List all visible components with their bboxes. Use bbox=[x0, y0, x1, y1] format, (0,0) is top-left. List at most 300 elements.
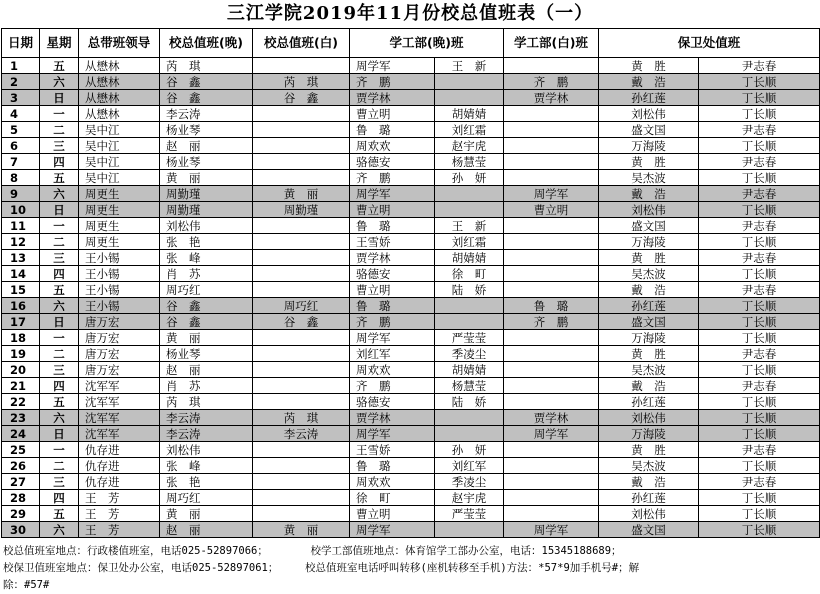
cell-student-night-1: 周欢欢 bbox=[350, 138, 435, 154]
table-row bbox=[2, 170, 820, 186]
cell-security-1: 黄 胜 bbox=[599, 346, 699, 362]
cell-night-duty: 周勤瑾 bbox=[160, 186, 253, 202]
cell-weekday: 六 bbox=[40, 410, 79, 426]
cell-date: 30 bbox=[2, 522, 40, 538]
cell-weekday: 六 bbox=[40, 298, 79, 314]
cell-weekday: 五 bbox=[40, 282, 79, 298]
cell-date: 15 bbox=[2, 282, 40, 298]
cell-security-2: 丁长顺 bbox=[699, 506, 820, 522]
cell-student-night-2 bbox=[435, 298, 504, 314]
cell-date: 26 bbox=[2, 458, 40, 474]
cell-night-duty: 谷 鑫 bbox=[160, 298, 253, 314]
cell-date: 29 bbox=[2, 506, 40, 522]
cell-student-night-2: 刘红霜 bbox=[435, 234, 504, 250]
cell-weekday: 五 bbox=[40, 394, 79, 410]
table-row bbox=[2, 490, 820, 506]
cell-weekday: 三 bbox=[40, 362, 79, 378]
header-night-duty: 校总值班(晚) bbox=[160, 29, 253, 58]
cell-student-day: 周学军 bbox=[504, 186, 599, 202]
cell-student-night-2: 胡婧婧 bbox=[435, 362, 504, 378]
cell-security-2: 尹志春 bbox=[699, 250, 820, 266]
cell-day-duty bbox=[253, 154, 350, 170]
cell-lead: 从懋林 bbox=[79, 58, 160, 74]
table-row bbox=[2, 218, 820, 234]
cell-day-duty bbox=[253, 346, 350, 362]
cell-student-night-1: 刘红军 bbox=[350, 346, 435, 362]
duty-roster-table bbox=[1, 28, 820, 538]
cell-security-2: 尹志春 bbox=[699, 474, 820, 490]
table-row bbox=[2, 154, 820, 170]
cell-student-night-2 bbox=[435, 410, 504, 426]
cell-student-day bbox=[504, 266, 599, 282]
cell-security-2: 丁长顺 bbox=[699, 74, 820, 90]
cell-security-2: 尹志春 bbox=[699, 154, 820, 170]
cell-security-1: 戴 浩 bbox=[599, 74, 699, 90]
cell-lead: 唐万宏 bbox=[79, 362, 160, 378]
cell-student-night-1: 王雪娇 bbox=[350, 442, 435, 458]
cell-lead: 吴中江 bbox=[79, 138, 160, 154]
cell-student-night-1: 曹立明 bbox=[350, 506, 435, 522]
cell-security-2: 丁长顺 bbox=[699, 202, 820, 218]
cell-student-night-1: 齐 鹏 bbox=[350, 74, 435, 90]
header-day-duty: 校总值班(白) bbox=[253, 29, 350, 58]
cell-lead: 王 芳 bbox=[79, 490, 160, 506]
cell-date: 13 bbox=[2, 250, 40, 266]
table-row bbox=[2, 266, 820, 282]
cell-security-1: 黄 胜 bbox=[599, 154, 699, 170]
cell-student-day bbox=[504, 394, 599, 410]
cell-student-day bbox=[504, 138, 599, 154]
header-lead: 总带班领导 bbox=[79, 29, 160, 58]
cell-student-night-1: 齐 鹏 bbox=[350, 378, 435, 394]
cell-lead: 王 芳 bbox=[79, 522, 160, 538]
header-student-night: 学工部(晚)班 bbox=[350, 29, 504, 58]
cell-security-2: 丁长顺 bbox=[699, 314, 820, 330]
cell-student-night-2 bbox=[435, 314, 504, 330]
cell-student-night-1: 贾学林 bbox=[350, 410, 435, 426]
cell-day-duty bbox=[253, 394, 350, 410]
cell-weekday: 六 bbox=[40, 522, 79, 538]
table-row bbox=[2, 314, 820, 330]
cell-security-1: 万海陵 bbox=[599, 330, 699, 346]
cell-day-duty bbox=[253, 442, 350, 458]
cell-date: 11 bbox=[2, 218, 40, 234]
cell-lead: 周更生 bbox=[79, 186, 160, 202]
cell-night-duty: 赵 丽 bbox=[160, 362, 253, 378]
cell-security-1: 盛文国 bbox=[599, 122, 699, 138]
cell-student-night-1: 鲁 璐 bbox=[350, 122, 435, 138]
header-row bbox=[2, 29, 820, 58]
cell-security-2: 丁长顺 bbox=[699, 490, 820, 506]
cell-student-night-1: 鲁 璐 bbox=[350, 298, 435, 314]
footer-call-forward-cancel: 除：#57# bbox=[3, 579, 50, 591]
cell-security-1: 孙红莲 bbox=[599, 394, 699, 410]
cell-day-duty: 芮 琪 bbox=[253, 74, 350, 90]
cell-student-day bbox=[504, 58, 599, 74]
cell-weekday: 二 bbox=[40, 122, 79, 138]
cell-security-2: 丁长顺 bbox=[699, 90, 820, 106]
cell-security-2: 丁长顺 bbox=[699, 138, 820, 154]
table-row bbox=[2, 90, 820, 106]
cell-security-2: 尹志春 bbox=[699, 282, 820, 298]
cell-student-day bbox=[504, 378, 599, 394]
cell-student-day: 周学军 bbox=[504, 522, 599, 538]
table-row bbox=[2, 122, 820, 138]
cell-date: 22 bbox=[2, 394, 40, 410]
cell-security-2: 丁长顺 bbox=[699, 522, 820, 538]
cell-student-day bbox=[504, 154, 599, 170]
cell-lead: 周更生 bbox=[79, 202, 160, 218]
cell-student-night-2: 严莹莹 bbox=[435, 506, 504, 522]
cell-date: 16 bbox=[2, 298, 40, 314]
cell-day-duty bbox=[253, 218, 350, 234]
table-row bbox=[2, 378, 820, 394]
cell-student-day bbox=[504, 218, 599, 234]
cell-weekday: 一 bbox=[40, 218, 79, 234]
cell-security-1: 万海陵 bbox=[599, 234, 699, 250]
cell-student-day bbox=[504, 442, 599, 458]
cell-night-duty: 周勤瑾 bbox=[160, 202, 253, 218]
cell-date: 24 bbox=[2, 426, 40, 442]
cell-day-duty bbox=[253, 378, 350, 394]
cell-security-1: 盛文国 bbox=[599, 218, 699, 234]
cell-lead: 沈军军 bbox=[79, 394, 160, 410]
cell-lead: 周更生 bbox=[79, 234, 160, 250]
cell-date: 6 bbox=[2, 138, 40, 154]
cell-student-day bbox=[504, 282, 599, 298]
cell-night-duty: 赵 丽 bbox=[160, 522, 253, 538]
cell-lead: 王小锡 bbox=[79, 282, 160, 298]
cell-day-duty: 谷 鑫 bbox=[253, 90, 350, 106]
header-date: 日期 bbox=[2, 29, 40, 58]
cell-night-duty: 刘松伟 bbox=[160, 218, 253, 234]
page-title: 三江学院2019年11月份校总值班表（一） bbox=[226, 3, 594, 24]
table-row bbox=[2, 138, 820, 154]
cell-weekday: 日 bbox=[40, 202, 79, 218]
cell-student-day bbox=[504, 362, 599, 378]
cell-weekday: 四 bbox=[40, 154, 79, 170]
cell-student-night-2: 杨慧莹 bbox=[435, 154, 504, 170]
cell-student-night-1: 贾学林 bbox=[350, 90, 435, 106]
cell-lead: 周更生 bbox=[79, 218, 160, 234]
cell-weekday: 日 bbox=[40, 314, 79, 330]
cell-night-duty: 谷 鑫 bbox=[160, 74, 253, 90]
cell-date: 3 bbox=[2, 90, 40, 106]
cell-student-day: 贾学林 bbox=[504, 410, 599, 426]
cell-night-duty: 杨业琴 bbox=[160, 346, 253, 362]
header-security: 保卫处值班 bbox=[599, 29, 820, 58]
cell-security-1: 孙红莲 bbox=[599, 298, 699, 314]
table-row bbox=[2, 474, 820, 490]
cell-date: 9 bbox=[2, 186, 40, 202]
cell-weekday: 一 bbox=[40, 106, 79, 122]
cell-student-night-2: 严莹莹 bbox=[435, 330, 504, 346]
cell-night-duty: 周巧红 bbox=[160, 490, 253, 506]
cell-date: 25 bbox=[2, 442, 40, 458]
cell-security-2: 尹志春 bbox=[699, 122, 820, 138]
cell-lead: 王小锡 bbox=[79, 250, 160, 266]
cell-date: 28 bbox=[2, 490, 40, 506]
cell-student-day bbox=[504, 122, 599, 138]
cell-security-1: 黄 胜 bbox=[599, 58, 699, 74]
cell-date: 20 bbox=[2, 362, 40, 378]
cell-student-night-1: 周学军 bbox=[350, 426, 435, 442]
cell-day-duty bbox=[253, 490, 350, 506]
cell-date: 7 bbox=[2, 154, 40, 170]
cell-weekday: 六 bbox=[40, 74, 79, 90]
table-row bbox=[2, 186, 820, 202]
cell-security-1: 刘松伟 bbox=[599, 506, 699, 522]
table-row bbox=[2, 330, 820, 346]
cell-security-1: 吴杰波 bbox=[599, 458, 699, 474]
cell-student-night-2 bbox=[435, 74, 504, 90]
cell-day-duty bbox=[253, 282, 350, 298]
cell-student-night-1: 曹立明 bbox=[350, 106, 435, 122]
cell-day-duty bbox=[253, 138, 350, 154]
cell-lead: 沈军军 bbox=[79, 378, 160, 394]
cell-student-night-1: 骆德安 bbox=[350, 154, 435, 170]
table-row bbox=[2, 298, 820, 314]
cell-student-night-2: 胡婧婧 bbox=[435, 106, 504, 122]
cell-day-duty bbox=[253, 474, 350, 490]
cell-night-duty: 芮 琪 bbox=[160, 394, 253, 410]
cell-security-2: 丁长顺 bbox=[699, 170, 820, 186]
cell-lead: 唐万宏 bbox=[79, 346, 160, 362]
cell-student-day bbox=[504, 474, 599, 490]
cell-student-night-1: 王雪娇 bbox=[350, 234, 435, 250]
cell-lead: 从懋林 bbox=[79, 74, 160, 90]
cell-date: 23 bbox=[2, 410, 40, 426]
cell-date: 8 bbox=[2, 170, 40, 186]
cell-lead: 从懋林 bbox=[79, 90, 160, 106]
cell-student-night-2: 刘红军 bbox=[435, 458, 504, 474]
cell-student-night-1: 鲁 璐 bbox=[350, 218, 435, 234]
cell-student-night-2: 季凌尘 bbox=[435, 346, 504, 362]
cell-lead: 唐万宏 bbox=[79, 330, 160, 346]
table-row bbox=[2, 522, 820, 538]
cell-day-duty: 谷 鑫 bbox=[253, 314, 350, 330]
cell-student-night-1: 鲁 璐 bbox=[350, 458, 435, 474]
cell-night-duty: 谷 鑫 bbox=[160, 90, 253, 106]
cell-security-1: 戴 浩 bbox=[599, 282, 699, 298]
cell-weekday: 四 bbox=[40, 378, 79, 394]
cell-date: 18 bbox=[2, 330, 40, 346]
cell-day-duty bbox=[253, 122, 350, 138]
cell-student-day: 鲁 璐 bbox=[504, 298, 599, 314]
cell-day-duty bbox=[253, 58, 350, 74]
cell-student-night-2: 孙 妍 bbox=[435, 170, 504, 186]
cell-security-1: 戴 浩 bbox=[599, 378, 699, 394]
cell-weekday: 二 bbox=[40, 234, 79, 250]
cell-student-day: 曹立明 bbox=[504, 202, 599, 218]
cell-weekday: 一 bbox=[40, 330, 79, 346]
cell-student-day bbox=[504, 330, 599, 346]
cell-day-duty bbox=[253, 234, 350, 250]
cell-student-night-1: 周欢欢 bbox=[350, 474, 435, 490]
cell-student-night-1: 周学军 bbox=[350, 186, 435, 202]
cell-security-2: 丁长顺 bbox=[699, 394, 820, 410]
cell-weekday: 五 bbox=[40, 506, 79, 522]
cell-night-duty: 黄 丽 bbox=[160, 506, 253, 522]
cell-date: 4 bbox=[2, 106, 40, 122]
cell-day-duty bbox=[253, 266, 350, 282]
cell-student-night-1: 贾学林 bbox=[350, 250, 435, 266]
cell-lead: 王 芳 bbox=[79, 506, 160, 522]
cell-day-duty: 周勤瑾 bbox=[253, 202, 350, 218]
cell-student-night-2: 杨慧莹 bbox=[435, 378, 504, 394]
cell-day-duty bbox=[253, 458, 350, 474]
cell-day-duty bbox=[253, 170, 350, 186]
cell-security-1: 黄 胜 bbox=[599, 250, 699, 266]
cell-security-1: 吴杰波 bbox=[599, 362, 699, 378]
cell-student-night-1: 周欢欢 bbox=[350, 362, 435, 378]
cell-security-1: 吴杰波 bbox=[599, 266, 699, 282]
cell-security-2: 丁长顺 bbox=[699, 330, 820, 346]
cell-student-day bbox=[504, 106, 599, 122]
cell-night-duty: 刘松伟 bbox=[160, 442, 253, 458]
cell-lead: 吴中江 bbox=[79, 122, 160, 138]
cell-security-1: 孙红莲 bbox=[599, 90, 699, 106]
cell-student-night-1: 曹立明 bbox=[350, 282, 435, 298]
cell-student-night-2: 胡婧婧 bbox=[435, 250, 504, 266]
table-row bbox=[2, 106, 820, 122]
cell-security-1: 黄 胜 bbox=[599, 442, 699, 458]
cell-student-day bbox=[504, 234, 599, 250]
cell-weekday: 一 bbox=[40, 442, 79, 458]
cell-student-day bbox=[504, 250, 599, 266]
cell-lead: 吴中江 bbox=[79, 170, 160, 186]
cell-security-2: 丁长顺 bbox=[699, 362, 820, 378]
cell-night-duty: 芮 琪 bbox=[160, 58, 253, 74]
cell-student-night-1: 周学军 bbox=[350, 522, 435, 538]
cell-day-duty: 黄 丽 bbox=[253, 186, 350, 202]
cell-student-day bbox=[504, 170, 599, 186]
cell-weekday: 二 bbox=[40, 346, 79, 362]
cell-night-duty: 谷 鑫 bbox=[160, 314, 253, 330]
table-row bbox=[2, 458, 820, 474]
cell-weekday: 五 bbox=[40, 170, 79, 186]
table-row bbox=[2, 202, 820, 218]
cell-security-1: 刘松伟 bbox=[599, 106, 699, 122]
cell-day-duty bbox=[253, 362, 350, 378]
cell-night-duty: 肖 苏 bbox=[160, 266, 253, 282]
cell-security-1: 孙红莲 bbox=[599, 490, 699, 506]
cell-day-duty: 黄 丽 bbox=[253, 522, 350, 538]
cell-date: 19 bbox=[2, 346, 40, 362]
cell-student-night-2: 徐 町 bbox=[435, 266, 504, 282]
cell-date: 17 bbox=[2, 314, 40, 330]
cell-lead: 唐万宏 bbox=[79, 314, 160, 330]
cell-security-2: 尹志春 bbox=[699, 346, 820, 362]
footer-security-location: 校保卫值班室地点：保卫处办公室，电话025-52897061； bbox=[3, 562, 279, 574]
cell-night-duty: 赵 丽 bbox=[160, 138, 253, 154]
cell-night-duty: 李云涛 bbox=[160, 410, 253, 426]
cell-student-night-2 bbox=[435, 426, 504, 442]
table-row bbox=[2, 394, 820, 410]
cell-date: 21 bbox=[2, 378, 40, 394]
cell-security-1: 刘松伟 bbox=[599, 202, 699, 218]
cell-weekday: 二 bbox=[40, 458, 79, 474]
cell-day-duty: 李云涛 bbox=[253, 426, 350, 442]
cell-student-day bbox=[504, 490, 599, 506]
cell-lead: 吴中江 bbox=[79, 154, 160, 170]
cell-student-day bbox=[504, 346, 599, 362]
cell-security-1: 盛文国 bbox=[599, 522, 699, 538]
header-student-day: 学工部(白)班 bbox=[504, 29, 599, 58]
cell-student-night-2 bbox=[435, 522, 504, 538]
table-row bbox=[2, 410, 820, 426]
cell-day-duty bbox=[253, 330, 350, 346]
cell-student-night-2 bbox=[435, 186, 504, 202]
table-row bbox=[2, 442, 820, 458]
cell-security-1: 刘松伟 bbox=[599, 410, 699, 426]
cell-security-2: 尹志春 bbox=[699, 378, 820, 394]
cell-day-duty bbox=[253, 106, 350, 122]
cell-security-2: 丁长顺 bbox=[699, 458, 820, 474]
cell-security-2: 尹志春 bbox=[699, 442, 820, 458]
cell-security-2: 尹志春 bbox=[699, 58, 820, 74]
table-row bbox=[2, 234, 820, 250]
cell-security-2: 尹志春 bbox=[699, 218, 820, 234]
cell-student-night-1: 周学军 bbox=[350, 330, 435, 346]
cell-weekday: 三 bbox=[40, 138, 79, 154]
cell-lead: 仇存进 bbox=[79, 442, 160, 458]
cell-date: 2 bbox=[2, 74, 40, 90]
cell-security-2: 丁长顺 bbox=[699, 266, 820, 282]
cell-day-duty: 周巧红 bbox=[253, 298, 350, 314]
cell-weekday: 五 bbox=[40, 58, 79, 74]
cell-student-night-2: 刘红霜 bbox=[435, 122, 504, 138]
cell-security-2: 丁长顺 bbox=[699, 298, 820, 314]
cell-night-duty: 黄 丽 bbox=[160, 330, 253, 346]
cell-date: 14 bbox=[2, 266, 40, 282]
cell-student-day bbox=[504, 458, 599, 474]
table-row bbox=[2, 282, 820, 298]
cell-night-duty: 张 峰 bbox=[160, 458, 253, 474]
table-row bbox=[2, 250, 820, 266]
cell-student-night-2: 赵宇虎 bbox=[435, 490, 504, 506]
cell-security-1: 戴 浩 bbox=[599, 186, 699, 202]
cell-student-night-1: 齐 鹏 bbox=[350, 314, 435, 330]
cell-student-night-2: 陆 娇 bbox=[435, 282, 504, 298]
cell-date: 5 bbox=[2, 122, 40, 138]
cell-student-day: 齐 鹏 bbox=[504, 74, 599, 90]
table-row bbox=[2, 506, 820, 522]
cell-lead: 仇存进 bbox=[79, 458, 160, 474]
cell-weekday: 三 bbox=[40, 474, 79, 490]
cell-security-1: 吴杰波 bbox=[599, 170, 699, 186]
cell-security-2: 丁长顺 bbox=[699, 426, 820, 442]
cell-student-night-2: 孙 妍 bbox=[435, 442, 504, 458]
cell-date: 1 bbox=[2, 58, 40, 74]
cell-lead: 仇存进 bbox=[79, 474, 160, 490]
cell-student-night-1: 齐 鹏 bbox=[350, 170, 435, 186]
cell-student-night-1: 徐 町 bbox=[350, 490, 435, 506]
cell-student-night-1: 骆德安 bbox=[350, 394, 435, 410]
cell-lead: 沈军军 bbox=[79, 410, 160, 426]
cell-night-duty: 张 艳 bbox=[160, 234, 253, 250]
cell-day-duty bbox=[253, 506, 350, 522]
cell-student-night-1: 周学军 bbox=[350, 58, 435, 74]
table-row bbox=[2, 58, 820, 74]
footer-call-forward-instructions: 校总值班室电话呼叫转移(座机转移至手机)方法：*57*9加手机号#；解 bbox=[305, 562, 640, 574]
cell-security-2: 尹志春 bbox=[699, 186, 820, 202]
cell-security-2: 丁长顺 bbox=[699, 106, 820, 122]
cell-night-duty: 张 艳 bbox=[160, 474, 253, 490]
table-row bbox=[2, 74, 820, 90]
cell-weekday: 四 bbox=[40, 490, 79, 506]
cell-security-1: 盛文国 bbox=[599, 314, 699, 330]
